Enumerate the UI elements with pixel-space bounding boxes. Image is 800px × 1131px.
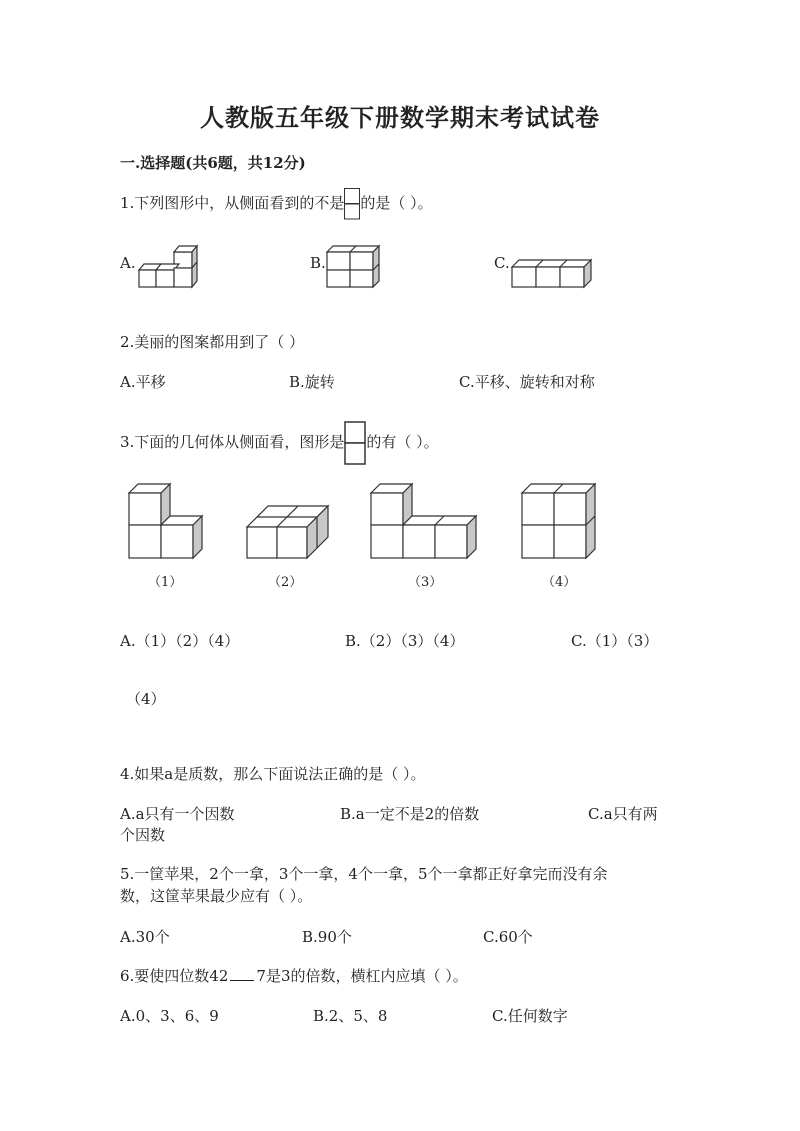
q1-option-b-figure xyxy=(327,246,383,288)
blank-underline xyxy=(230,966,254,981)
q3-figure-3 xyxy=(370,483,482,563)
q6-option-c: C.任何数字 xyxy=(492,1007,568,1025)
q1-option-a-figure xyxy=(139,246,195,288)
question-5-line-1: 5.一筐苹果，2个一拿，3个一拿，4个一拿，5个一拿都正好拿完而没有余 xyxy=(120,865,608,883)
q3-figure-4 xyxy=(521,483,601,563)
q3-figure-2 xyxy=(246,505,331,560)
q1-option-a-label: A. xyxy=(120,254,136,272)
question-6-text-before: 6.要使四位数42 xyxy=(120,967,229,985)
q5-option-a: A.30个 xyxy=(120,928,170,946)
q3-option-c: C.（1）（3） xyxy=(571,632,659,650)
page-title: 人教版五年级下册数学期末考试试卷 xyxy=(200,103,600,132)
q5-option-b: B.90个 xyxy=(302,928,352,946)
question-4: 4.如果a是质数，那么下面说法正确的是（ ）。 xyxy=(120,765,426,783)
question-6 xyxy=(120,965,468,986)
question-6-text-after: 7是3的倍数，横杠内应填（ ）。 xyxy=(256,967,468,985)
two-square-column-icon xyxy=(344,188,360,220)
q5-option-c: C.60个 xyxy=(483,928,533,946)
question-2: 2.美丽的图案都用到了（ ） xyxy=(120,333,305,351)
question-1-text-before: 1.下列图形中，从侧面看到的不是 xyxy=(120,194,345,212)
q4-option-c-continued: 个因数 xyxy=(120,826,166,844)
q3-figure-3-label: （3） xyxy=(408,575,443,590)
question-3 xyxy=(120,421,439,465)
q1-option-c-figure xyxy=(512,259,592,289)
q4-option-c: C.a只有两 xyxy=(588,805,658,823)
q2-option-c: C.平移、旋转和对称 xyxy=(459,373,595,391)
section-heading: 一.选择题(共6题，共12分) xyxy=(120,154,306,172)
question-5-line-2: 数，这筐苹果最少应有（ ）。 xyxy=(120,887,313,905)
q6-option-b: B.2、5、8 xyxy=(313,1007,388,1025)
tall-two-square-icon xyxy=(344,421,366,465)
q3-option-a: A.（1）（2）（4） xyxy=(120,632,240,650)
question-1 xyxy=(120,188,433,220)
q3-option-c-continued: （4） xyxy=(126,690,166,708)
question-1-text-after: 的是（ ）。 xyxy=(360,194,433,212)
question-3-text-after: 的有（ ）。 xyxy=(366,433,439,451)
q6-option-a: A.0、3、6、9 xyxy=(120,1007,219,1025)
q4-option-b: B.a一定不是2的倍数 xyxy=(340,805,480,823)
q1-option-c-label: C. xyxy=(494,254,510,272)
q4-option-a: A.a只有一个因数 xyxy=(120,805,235,823)
q1-option-b-label: B. xyxy=(310,254,326,272)
q2-option-a: A.平移 xyxy=(120,373,166,391)
question-3-text-before: 3.下面的几何体从侧面看，图形是 xyxy=(120,433,345,451)
q3-figure-1 xyxy=(128,483,208,563)
q3-figure-1-label: （1） xyxy=(148,575,183,590)
q2-option-b: B.旋转 xyxy=(289,373,335,391)
q3-figure-2-label: （2） xyxy=(268,575,303,590)
q3-option-b: B.（2）（3）（4） xyxy=(345,632,465,650)
q3-figure-4-label: （4） xyxy=(542,575,577,590)
